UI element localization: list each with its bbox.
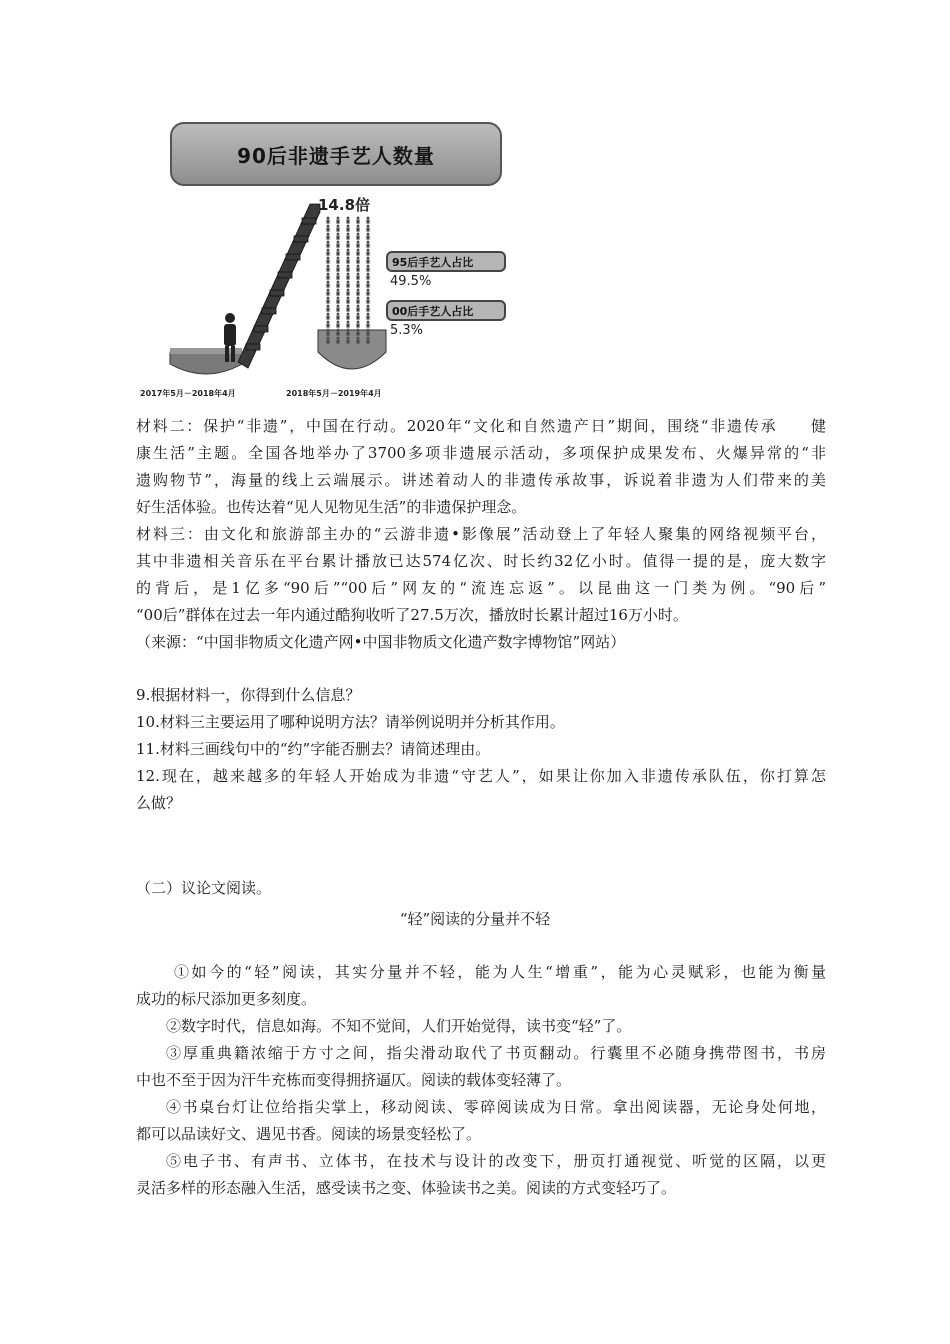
person-icon bbox=[367, 313, 370, 316]
person-icon-body bbox=[356, 332, 359, 336]
material2-line-1: 材料二：保护“非遗”，中国在行动。2020年“文化和自然遗产日”期间，围绕“非遗传承 健 bbox=[136, 417, 826, 435]
person-icon-body bbox=[326, 244, 329, 248]
person-icon-body bbox=[366, 308, 369, 312]
person-icon bbox=[357, 289, 360, 292]
person-icon-body bbox=[366, 332, 369, 336]
person-icon bbox=[367, 249, 370, 252]
person-icon bbox=[367, 265, 370, 268]
person-icon bbox=[327, 281, 330, 284]
person-icon-body bbox=[346, 324, 349, 328]
person-icon-body bbox=[336, 268, 339, 272]
paragraph-1-line-1: ①如今的“轻”阅读，其实分量并不轻，能为人生“增重”，能为心灵赋彩，也能为衡量 bbox=[174, 963, 826, 981]
person-icon bbox=[337, 337, 340, 340]
person-icon-body bbox=[326, 316, 329, 320]
person-icon bbox=[347, 225, 350, 228]
person-icon bbox=[337, 241, 340, 244]
person-icon bbox=[367, 289, 370, 292]
material3-line-4: “00后”群体在过去一年内通过酷狗收听了27.5万次，播放时长累计超过16万小时。 bbox=[136, 606, 688, 624]
person-icon-body bbox=[346, 308, 349, 312]
material3-line-3: 的背后，是1亿多“90后”“00后”网友的“流连忘返”。以昆曲这一门类为例。“90后” bbox=[136, 579, 826, 597]
period-2017: 2017年5月－2018年4月 bbox=[140, 389, 236, 398]
person-icon-body bbox=[356, 260, 359, 264]
person-icon bbox=[357, 297, 360, 300]
paragraph-5-line-2: 灵活多样的形态融入生活，感受读书之变、体验读书之美。阅读的方式变轻巧了。 bbox=[136, 1179, 677, 1197]
person-icon bbox=[367, 233, 370, 236]
material2-line-4: 好生活体验。也传达着“见人见物见生活”的非遗保护理念。 bbox=[136, 498, 527, 516]
person-icon-body bbox=[356, 220, 359, 224]
person-icon-body bbox=[336, 284, 339, 288]
person-icon bbox=[367, 297, 370, 300]
person-icon bbox=[347, 249, 350, 252]
person-icon-body bbox=[366, 276, 369, 280]
person-icon bbox=[347, 305, 350, 308]
person-icon bbox=[347, 289, 350, 292]
person-icon bbox=[357, 225, 360, 228]
person-icon-body bbox=[366, 316, 369, 320]
person-icon-body bbox=[336, 252, 339, 256]
person-icon bbox=[367, 321, 370, 324]
person-icon-body bbox=[346, 316, 349, 320]
person-icon-body bbox=[366, 220, 369, 224]
person-icon bbox=[327, 217, 330, 220]
person-icon bbox=[337, 217, 340, 220]
people-column bbox=[326, 217, 369, 344]
person-icon bbox=[347, 233, 350, 236]
question-11: 11.材料三画线句中的“约”字能否删去？请简述理由。 bbox=[136, 740, 491, 758]
person-icon-body bbox=[366, 260, 369, 264]
person-icon-body bbox=[336, 316, 339, 320]
person-icon bbox=[357, 329, 360, 332]
person-icon bbox=[347, 329, 350, 332]
person-icon bbox=[327, 273, 330, 276]
person-icon-body bbox=[356, 276, 359, 280]
label-00-box: 00后手艺人占比 bbox=[386, 300, 506, 321]
person-icon bbox=[337, 233, 340, 236]
person-icon bbox=[367, 217, 370, 220]
person-icon bbox=[347, 257, 350, 260]
essay-title: “轻”阅读的分量并不轻 bbox=[399, 910, 551, 928]
person-icon-body bbox=[366, 236, 369, 240]
person-icon bbox=[367, 225, 370, 228]
person-icon bbox=[327, 313, 330, 316]
person-icon-body bbox=[326, 276, 329, 280]
person-icon-body bbox=[356, 300, 359, 304]
person-icon-body bbox=[326, 324, 329, 328]
person-icon bbox=[357, 265, 360, 268]
person-icon bbox=[367, 305, 370, 308]
person-icon-body bbox=[356, 244, 359, 248]
paragraph-1-line-2: 成功的标尺添加更多刻度。 bbox=[136, 990, 317, 1008]
person-icon bbox=[327, 329, 330, 332]
paragraph-3-line-1: ③厚重典籍浓缩于方寸之间，指尖滑动取代了书页翻动。行囊里不必随身携带图书，书房 bbox=[166, 1044, 826, 1062]
person-icon-body bbox=[346, 292, 349, 296]
person-icon bbox=[327, 337, 330, 340]
person-icon-body bbox=[366, 244, 369, 248]
person-icon-body bbox=[326, 252, 329, 256]
person-icon-body bbox=[336, 260, 339, 264]
person-icon bbox=[337, 249, 340, 252]
person-icon bbox=[357, 313, 360, 316]
person-icon-body bbox=[326, 260, 329, 264]
person-icon bbox=[347, 217, 350, 220]
person-icon-body bbox=[356, 340, 359, 344]
person-icon-body bbox=[356, 228, 359, 232]
person-icon-body bbox=[326, 308, 329, 312]
person-icon bbox=[367, 281, 370, 284]
person-icon-body bbox=[356, 324, 359, 328]
person-icon-body bbox=[346, 228, 349, 232]
multiplier-label: 14.8倍 bbox=[318, 196, 371, 214]
person-icon-body bbox=[366, 284, 369, 288]
person-icon bbox=[367, 257, 370, 260]
person-icon-body bbox=[326, 228, 329, 232]
person-icon-body bbox=[326, 340, 329, 344]
person-icon-body bbox=[326, 220, 329, 224]
person-icon-body bbox=[336, 276, 339, 280]
person-icon bbox=[337, 321, 340, 324]
person-icon bbox=[337, 297, 340, 300]
paragraph-4-line-1: ④书桌台灯让位给指尖掌上，移动阅读、零碎阅读成为日常。拿出阅读器，无论身处何地， bbox=[166, 1098, 826, 1116]
person-icon-body bbox=[336, 324, 339, 328]
person-icon-body bbox=[366, 268, 369, 272]
person-icon-body bbox=[356, 236, 359, 240]
person-icon-body bbox=[336, 292, 339, 296]
person-icon bbox=[357, 321, 360, 324]
person-icon-body bbox=[366, 340, 369, 344]
person-icon bbox=[327, 249, 330, 252]
staircase bbox=[238, 204, 320, 368]
paragraph-5-line-1: ⑤电子书、有声书、立体书，在技术与设计的改变下，册页打通视觉、听觉的区隔，以更 bbox=[166, 1152, 826, 1170]
person-icon-body bbox=[346, 340, 349, 344]
person-icon-body bbox=[326, 332, 329, 336]
person-icon bbox=[327, 241, 330, 244]
person-icon-body bbox=[346, 300, 349, 304]
paragraph-3-line-2: 中也不至于因为汗牛充栋而变得拥挤逼仄。阅读的载体变轻薄了。 bbox=[136, 1071, 572, 1089]
section-heading: （二）议论文阅读。 bbox=[136, 879, 272, 897]
person-icon bbox=[337, 265, 340, 268]
person-icon bbox=[337, 289, 340, 292]
infographic bbox=[140, 112, 520, 404]
person-icon bbox=[337, 225, 340, 228]
source-note: （来源：“中国非物质文化遗产网•中国非物质文化遗产数字博物馆”网站） bbox=[136, 633, 626, 651]
person-icon bbox=[357, 241, 360, 244]
person-icon bbox=[337, 329, 340, 332]
person-icon bbox=[327, 305, 330, 308]
person-icon-body bbox=[326, 268, 329, 272]
person-icon-body bbox=[346, 268, 349, 272]
person-icon-body bbox=[336, 308, 339, 312]
person-icon bbox=[347, 337, 350, 340]
person-icon bbox=[357, 233, 360, 236]
person-icon-body bbox=[346, 276, 349, 280]
person-icon-body bbox=[346, 220, 349, 224]
person-icon bbox=[347, 281, 350, 284]
person-icon-body bbox=[356, 292, 359, 296]
person-icon bbox=[357, 305, 360, 308]
person-icon-body bbox=[326, 284, 329, 288]
person-icon bbox=[367, 273, 370, 276]
person-icon-body bbox=[356, 308, 359, 312]
person-icon bbox=[337, 281, 340, 284]
question-12-line-1: 12.现在，越来越多的年轻人开始成为非遗“守艺人”，如果让你加入非遗传承队伍，你打算怎 bbox=[136, 767, 826, 785]
person-icon-body bbox=[346, 244, 349, 248]
person-icon-body bbox=[336, 300, 339, 304]
person-icon-body bbox=[356, 316, 359, 320]
person-icon bbox=[357, 257, 360, 260]
person-icon-body bbox=[336, 340, 339, 344]
material2-line-2: 康生活”主题。全国各地举办了3700多项非遗展示活动，多项保护成果发布、火爆异常的“非 bbox=[136, 444, 826, 462]
person-icon-body bbox=[346, 260, 349, 264]
person-icon-body bbox=[336, 228, 339, 232]
person-icon-body bbox=[326, 236, 329, 240]
question-12-line-2: 么做？ bbox=[136, 794, 182, 812]
person-icon bbox=[327, 265, 330, 268]
material3-line-1: 材料三：由文化和旅游部主办的“云游非遗•影像展”活动登上了年轻人聚集的网络视频平台， bbox=[136, 525, 826, 543]
question-10: 10.材料三主要运用了哪种说明方法？请举例说明并分析其作用。 bbox=[136, 713, 565, 731]
person-icon-body bbox=[356, 284, 359, 288]
material2-line-3: 遗购物节”，海量的线上云端展示。讲述着动人的非遗传承故事，诉说着非遗为人们带来的美 bbox=[136, 471, 826, 489]
person-icon-body bbox=[346, 332, 349, 336]
person-icon-body bbox=[356, 268, 359, 272]
person-icon bbox=[337, 273, 340, 276]
infographic-title: 90后非遗手艺人数量 bbox=[237, 143, 435, 168]
person-icon bbox=[357, 249, 360, 252]
paragraph-4-line-2: 都可以品读好文、遇见书香。阅读的场景变轻松了。 bbox=[136, 1125, 482, 1143]
person-icon bbox=[357, 337, 360, 340]
period-2018: 2018年5月－2019年4月 bbox=[286, 389, 382, 398]
person-icon bbox=[367, 241, 370, 244]
person-icon bbox=[347, 273, 350, 276]
person-icon-body bbox=[336, 244, 339, 248]
person-icon-body bbox=[366, 292, 369, 296]
person-icon-body bbox=[366, 300, 369, 304]
person-icon bbox=[327, 225, 330, 228]
person-icon-body bbox=[346, 236, 349, 240]
person-icon bbox=[347, 321, 350, 324]
person-icon bbox=[327, 257, 330, 260]
person-icon-body bbox=[326, 292, 329, 296]
question-9: 9.根据材料一，你得到什么信息？ bbox=[136, 686, 361, 704]
person-icon bbox=[337, 313, 340, 316]
person-icon-body bbox=[356, 252, 359, 256]
bowl-2018 bbox=[318, 330, 386, 369]
person-icon bbox=[327, 321, 330, 324]
person-icon bbox=[367, 329, 370, 332]
paragraph-2: ②数字时代，信息如海。不知不觉间，人们开始觉得，读书变“轻”了。 bbox=[166, 1017, 632, 1035]
person-icon bbox=[347, 297, 350, 300]
material3-line-2: 其中非遗相关音乐在平台累计播放已达574亿次、时长约32亿小时。值得一提的是，庞大数字 bbox=[136, 552, 826, 570]
person-icon-body bbox=[366, 228, 369, 232]
person-icon-body bbox=[336, 332, 339, 336]
person-icon bbox=[347, 265, 350, 268]
person-icon bbox=[357, 281, 360, 284]
person-icon-body bbox=[326, 300, 329, 304]
person-icon bbox=[347, 313, 350, 316]
person-icon bbox=[357, 273, 360, 276]
person-icon bbox=[367, 337, 370, 340]
person-icon-body bbox=[346, 284, 349, 288]
person-icon-body bbox=[366, 324, 369, 328]
value-95: 49.5% bbox=[390, 274, 432, 289]
person-icon-body bbox=[366, 252, 369, 256]
person-icon-body bbox=[346, 252, 349, 256]
person-icon bbox=[327, 233, 330, 236]
label-95-box: 95后手艺人占比 bbox=[386, 251, 506, 272]
person-icon bbox=[327, 289, 330, 292]
person-icon bbox=[327, 297, 330, 300]
person-icon bbox=[347, 241, 350, 244]
person-icon bbox=[357, 217, 360, 220]
person-icon bbox=[337, 257, 340, 260]
person-icon-body bbox=[336, 220, 339, 224]
person-icon bbox=[337, 305, 340, 308]
value-00: 5.3% bbox=[390, 323, 424, 338]
person-icon-body bbox=[336, 236, 339, 240]
